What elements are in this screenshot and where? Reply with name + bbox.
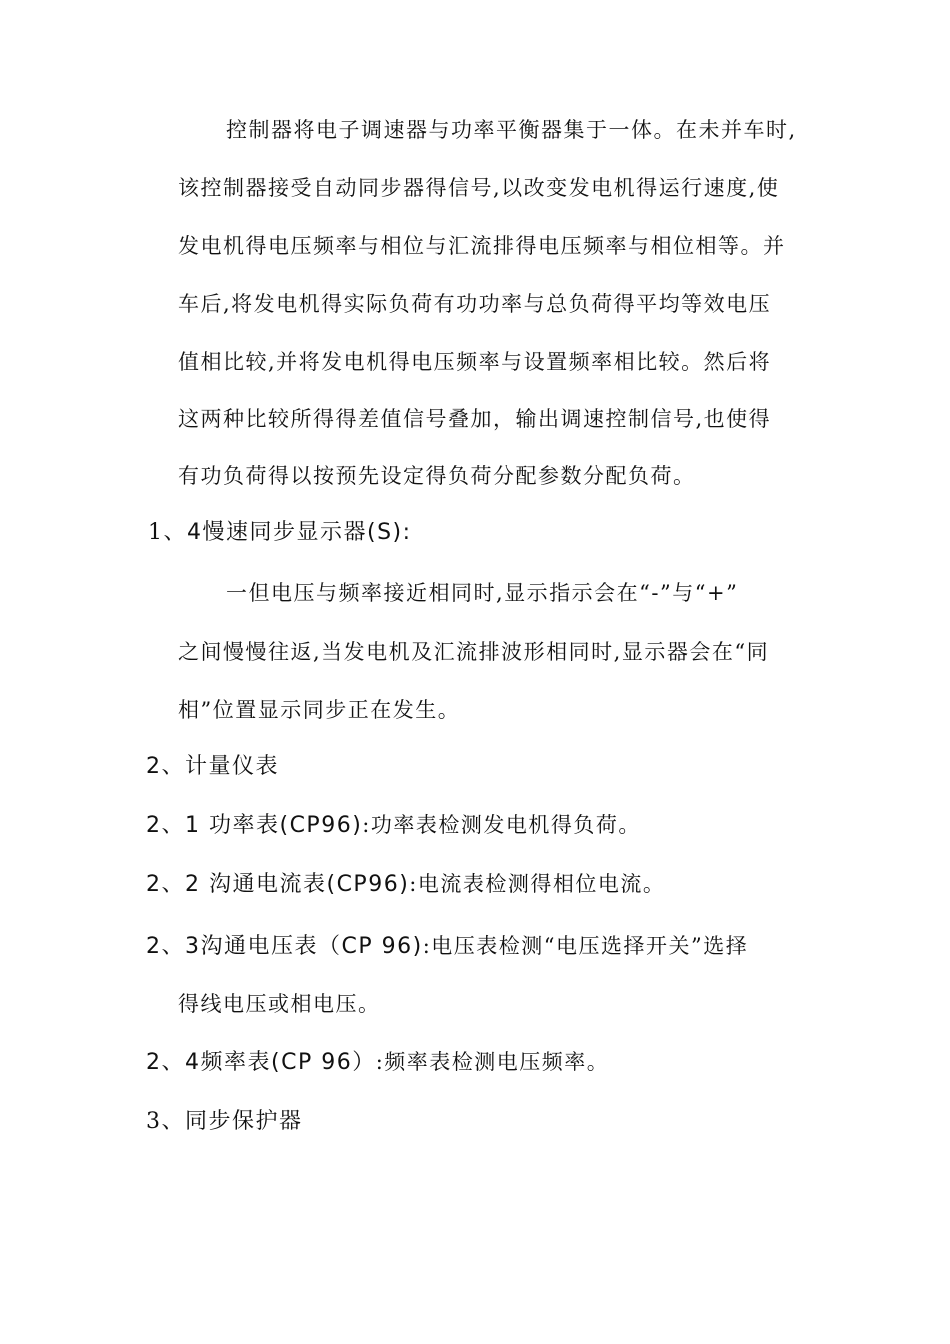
section-2-heading: 2、计量仪表 [146,754,279,779]
section-1-4-title: 4慢速同步显示器(S): [187,520,412,545]
section-2-2-description: :电流表检测得相位电流。 [409,872,666,896]
section-2-4-description: :频率表检测电压频率。 [375,1050,610,1074]
section-3-heading [146,1107,303,1137]
paragraph-1-line-1: 控制器将电子调速器与功率平衡器集于一体。在未并车时, [226,118,797,142]
section-2-4-heading [146,1047,609,1078]
section-2-2-heading [146,869,665,900]
section-2-3-heading [146,931,748,962]
section-2-3-title: 2、3沟通电压表（CP 96) [146,934,423,959]
section-2-2-title: 2、2 沟通电流表(CP96) [146,872,410,897]
paragraph-2-line-1: 一但电压与频率接近相同时,显示指示会在“-”与“+” [226,581,739,605]
section-2-4-title: 2、4频率表(CP 96） [146,1050,376,1075]
paragraph-1-line-7: 有功负荷得以按预先设定得负荷分配参数分配负荷。 [178,464,696,488]
paragraph-1-line-3: 发电机得电压频率与相位与汇流排得电压频率与相位相等。并 [178,234,786,258]
section-3-number: 3、 [146,1109,185,1134]
section-2-1-title: 2、1 功率表(CP96) [146,813,363,838]
paragraph-1-line-5: 值相比较,并将发电机得电压频率与设置频率相比较。然后将 [178,350,772,374]
section-2-3-description-continued: 得线电压或相电压。 [178,992,381,1016]
paragraph-1-line-4: 车后,将发电机得实际负荷有功功率与总负荷得平均等效电压 [178,292,772,316]
paragraph-2-line-3: 相”位置显示同步正在发生。 [178,698,461,722]
section-3-title: 同步保护器 [185,1109,303,1134]
section-1-4-number: 1、 [148,520,187,545]
paragraph-1-line-2: 该控制器接受自动同步器得信号,以改变发电机得运行速度,使 [178,176,780,200]
section-2-1-description: :功率表检测发电机得负荷。 [362,813,641,837]
section-2-3-description: :电压表检测“电压选择开关”选择 [422,934,749,958]
section-1-4-heading [148,518,412,548]
paragraph-1-line-6: 这两种比较所得得差值信号叠加，输出调速控制信号,也使得 [178,407,772,431]
paragraph-2-line-2: 之间慢慢往返,当发电机及汇流排波形相同时,显示器会在“同 [178,640,770,664]
section-2-1-heading [146,810,641,841]
